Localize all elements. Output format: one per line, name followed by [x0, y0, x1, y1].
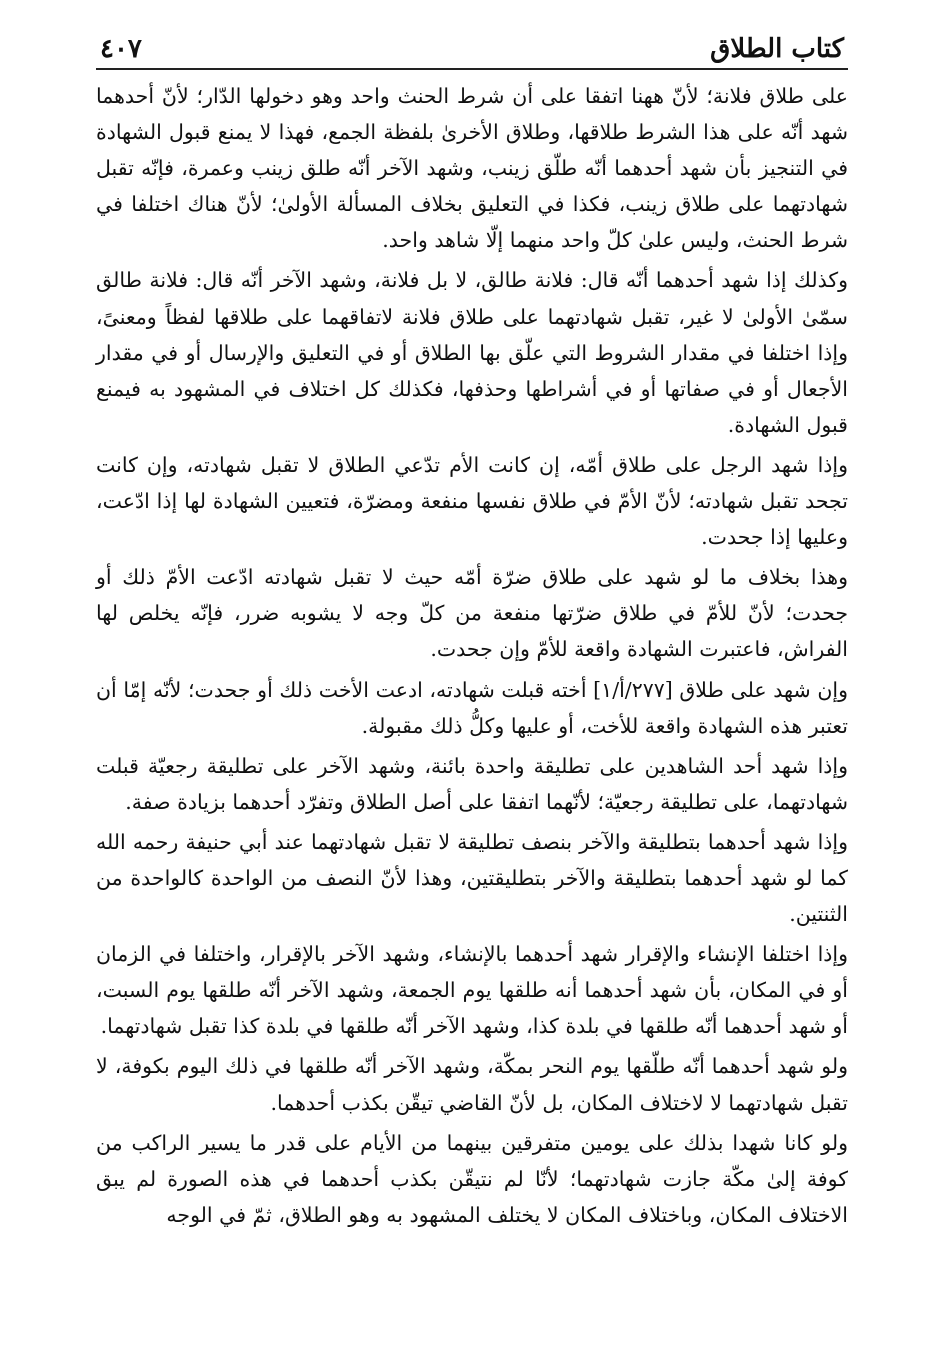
paragraph: وإذا شهد الرجل على طلاق أمّه، إن كانت الأم تدّعي الطلاق لا تقبل شهادته، وإن كانت تجحد تقبل شهادته؛ لأنّ الأمّ في طلاق نفسها منفعة ومضرّة، فتعيين الشهادة لها إذا ادّعت، وعليها إذا جحدت.: [96, 452, 848, 550]
paragraph: على طلاق فلانة؛ لأنّ ههنا اتفقا على أن شرط الحنث واحد وهو دخولها الدّار؛ لأنّ أحدهما شهد أنّه على هذا الشرط طلاقها، وطلاق الأخرىٰ بلفظة الجمع، فهذا لا يمنع قبول الشهادة في التنجيز بأن شهد أحدهما أنّه طلّق زينب، وشهد الآخر أنّه طلق زينب وعمرة، فإنّه تقبل شهادتهما على طلاق زينب، فكذا في التعليق بخلاف المسألة الأولىٰ؛ لأنّ هناك اختلفا في شرط الحنث، وليس علىٰ كلّ واحد منهما إلّا شاهد واحد.: [96, 84, 849, 253]
paragraph: وإن شهد على طلاق [٢٧٧/أ/١] أخته قبلت شهادته، ادعت الأخت ذلك أو جحدت؛ لأنّه إمّا أن تعتبر هذه الشهادة واقعة للأخت، أو عليها وكلُّ ذلك مقبولة.: [96, 677, 848, 738]
page-header: [96, 24, 848, 70]
paragraph: ولو شهد أحدهما أنّه طلّقها يوم النحر بمكّة، وشهد الآخر أنّه طلقها في ذلك اليوم بكوفة، لا تقبل شهادتهما لا لاختلاف المكان، بل لأنّ القاضي تيقّن بكذب أحدهما.: [96, 1054, 848, 1115]
paragraph: وهذا بخلاف ما لو شهد على طلاق ضرّة أمّه حيث لا تقبل شهادته ادّعت الأمّ ذلك أو جحدت؛ لأنّ للأمّ في طلاق ضرّتها منفعة من كلّ وجه لا يشوبه ضرر، فإنّه يخلص لها الفراش، فاعتبرت الشهادة واقعة للأمّ وإن جحدت.: [96, 565, 848, 662]
paragraph: وكذلك إذا شهد أحدهما أنّه قال: فلانة طالق، لا بل فلانة، وشهد الآخر أنّه قال: فلانة طالق سمّىٰ الأولىٰ لا غير، تقبل شهادتهما على طلاق فلانة لاتفاقهما على طلاقها لفظاً ومعنىً، وإذا اختلفا في مقدار الشروط التي علّق بها الطلاق أو في التعليق والإرسال أو في مقدار الأجعال أو في صفاتها أو في أشراطها وحذفها، فكذلك كل اختلاف في المشهود به فيمنع قبول الشهادة.: [96, 268, 848, 437]
paragraph: وإذا اختلفا الإنشاء والإقرار شهد أحدهما بالإنشاء، وشهد الآخر بالإقرار، واختلفا في الزمان أو في المكان، بأن شهد أحدهما أنه طلقها يوم الجمعة، وشهد الآخر أنّه طلقها يوم السبت، أو شهد أحدهما أنّه طلقها في بلدة كذا، وشهد الآخر أنّه طلقها في بلدة كذا تقبل شهادتهما.: [96, 942, 849, 1039]
paragraph: وإذا شهد أحدهما بتطليقة والآخر بنصف تطليقة لا تقبل شهادتهما عند أبي حنيفة رحمه الله كما لو شهد أحدهما بتطليقة والآخر بتطليقتين، وهذا لأنّ النصف من الواحدة كالواحدة من الثنتين.: [96, 829, 848, 927]
paragraph: وإذا شهد أحد الشاهدين على تطليقة واحدة بائنة، وشهد الآخر على تطليقة رجعيّة قبلت شهادتهما، على تطليقة رجعيّة؛ لأنّهما اتفقا على أصل الطلاق وتفرّد أحدهما بزيادة صفة.: [96, 753, 848, 814]
body-text: [96, 78, 848, 1233]
paragraph: ولو كانا شهدا بذلك على يومين متفرقين بينهما من الأيام على قدر ما يسير الراكب من كوفة إلىٰ مكّة جازت شهادتهما؛ لأنّا لم نتيقّن بكذب أحدهما في هذه الصورة لم يبق الاختلاف المكان، وباختلاف المكان لا يختلف المشهود به وهو الطلاق، ثمّ في الوجه: [96, 1130, 848, 1227]
page-number: ٤٠٧: [100, 34, 142, 64]
chapter-title: كتاب الطلاق: [710, 34, 844, 64]
